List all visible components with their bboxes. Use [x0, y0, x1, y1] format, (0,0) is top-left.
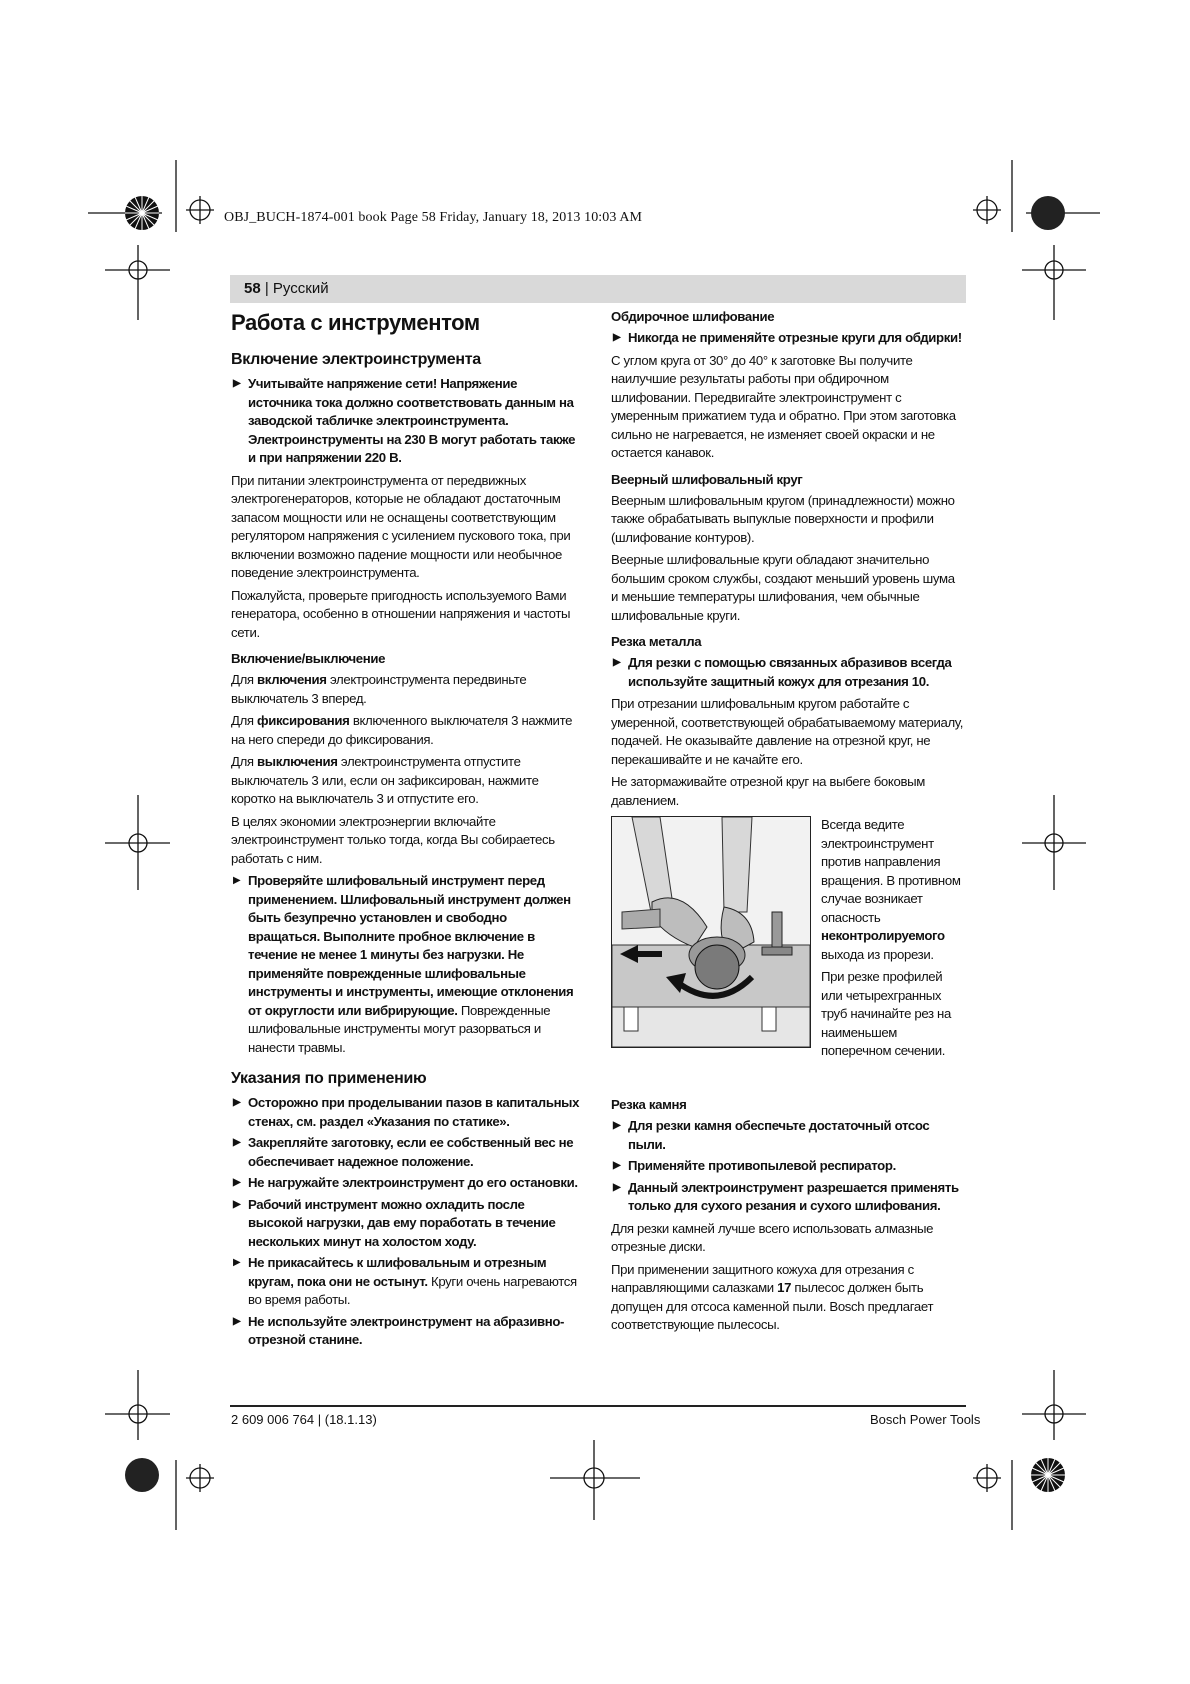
- footer-divider: [230, 1405, 966, 1407]
- caption-direction: [821, 816, 966, 964]
- paragraph-lock: [231, 712, 581, 749]
- emphasis: выключения: [257, 754, 338, 769]
- text-run: Круги очень нагреваются во время работы.: [248, 1273, 577, 1307]
- text-run: Для: [231, 713, 258, 728]
- text-run: Для: [231, 754, 258, 769]
- text-run: электроинструмента передвиньте выключатель 3 вперед.: [231, 672, 527, 706]
- section-title: Работа с инструментом: [231, 310, 480, 335]
- bullet-list: [231, 375, 581, 468]
- bullet-stone-2: ▶ Применяйте противопылевой респиратор.: [611, 1157, 965, 1176]
- paragraph-metal-2: Не затормаживайте отрезной круг на выбеге боковым давлением.: [611, 774, 925, 808]
- footer-brand: Bosch Power Tools: [870, 1412, 981, 1427]
- emphasis: Не прикасайтесь к шлифовальным и отрезным кругам, пока они не остынут.: [248, 1255, 547, 1289]
- caption-profiles: При резке профилей или четырехгранных труб начинайте рез на наименьшем поперечном сечении.: [821, 969, 951, 1058]
- heading-metal-cutting: Резка металла: [611, 634, 702, 649]
- text-run: Поврежденные шлифовальные инструменты могут разорваться и нанести травмы.: [248, 1002, 551, 1055]
- bullet-list: [611, 329, 965, 348]
- paragraph-generator-check: Пожалуйста, проверьте пригодность используемого Вами генератора, особенно в отношении напряжения и частоты сети.: [231, 587, 571, 640]
- bullet-usage-4: ▶ Рабочий инструмент можно охладить после высокой нагрузки, дав ему поработать в течение нескольких минут на холостом ходу.: [231, 1196, 581, 1252]
- paragraph-flap-2: Веерные шлифовальные круги обладают значительно большим сроком службы, создают меньший уровень шума и меньшие температуры шлифования, чем обычные шлифовальные круги.: [611, 552, 955, 623]
- left-column: [231, 308, 581, 1354]
- heading-on-off: Включение/выключение: [231, 651, 386, 666]
- heading-usage: Указания по применению: [231, 1070, 427, 1087]
- bullet-usage-2: ▶ Закрепляйте заготовку, если ее собственный вес не обеспечивает надежное положение.: [231, 1134, 581, 1171]
- paragraph-stone-2: [611, 1261, 965, 1335]
- paragraph-roughing: С углом круга от 30° до 40° к заготовке Вы получите наилучшие результаты работы при обдирочном шлифовании. Передвигайте электроинструмент с умеренным прижатием туда и обратно. При этом заготовка сильно не нагревается, не изменяет своей окраски и не остается канавок.: [611, 352, 956, 460]
- running-head-separator: |: [260, 280, 273, 297]
- emphasis: Проверяйте шлифовальный инструмент перед применением. Шлифовальный инструмент должен быть безупречно установлен и свободно вращаться. Выполните пробное включение в течение не менее 1 минуты без нагрузки. Не применяйте поврежденные шлифовальные инструменты и инструменты, имеющие отклонения от округлости или вибрирующие.: [248, 873, 574, 1018]
- heading-flap-disc: Веерный шлифовальный круг: [611, 471, 803, 487]
- running-head: [230, 275, 966, 303]
- right-column: [611, 308, 965, 1339]
- grinder-cutting-drawing: [612, 817, 810, 1047]
- bullet-usage-5: [231, 1254, 581, 1310]
- text-run: Для: [231, 672, 258, 687]
- paragraph-energy-saving: В целях экономии электроэнергии включайте электроинструмент только тогда, когда Вы собираетесь работать с ним.: [231, 813, 555, 866]
- paragraph-metal-1: При отрезании шлифовальным кругом работайте с умеренной, соответствующей обрабатываемому материалу, подачей. Не оказывайте давление на отрезной круг, не перекашивайте и не качайте его.: [611, 696, 964, 767]
- emphasis: включения: [257, 672, 327, 687]
- bullet-stone-3: ▶ Данный электроинструмент разрешается применять только для сухого резания и сухого шлифования.: [611, 1179, 965, 1216]
- print-job-header: OBJ_BUCH-1874-001 book Page 58 Friday, January 18, 2013 10:03 AM: [224, 210, 643, 225]
- bullet-stone-1: ▶ Для резки камня обеспечьте достаточный отсос пыли.: [611, 1117, 965, 1154]
- paragraph-generators: При питании электроинструмента от передвижных электрогенераторов, которые не обладают достаточным запасом мощности или не оснащены соответствующим регулятором напряжения с усилением пускового тока, при включении возможно падение мощности или необычное поведение электроинструмента.: [231, 472, 571, 580]
- bullet-usage-1: ▶ Осторожно при проделывании пазов в капитальных стенах, см. раздел «Указания по статике».: [231, 1094, 581, 1131]
- running-head-text: [244, 280, 329, 297]
- bullet-metal-guard: ▶ Для резки с помощью связанных абразивов всегда используйте защитный кожух для отрезания 10.: [611, 654, 965, 691]
- bullet-mains-voltage: ▶ Учитывайте напряжение сети! Напряжение источника тока должно соответствовать данным на заводской табличке электроинструмента. Электроинструменты на 230 В могут работать также и при напряжении 220 В.: [231, 375, 581, 468]
- cutting-figure-block: [611, 816, 965, 1078]
- text-run: выхода из прорези.: [821, 946, 934, 962]
- footer-doc-number: 2 609 006 764 | (18.1.13): [231, 1412, 377, 1427]
- paragraph-stone-1: Для резки камней лучше всего использовать алмазные отрезные диски.: [611, 1220, 934, 1254]
- heading-roughing: Обдирочное шлифование: [611, 309, 775, 324]
- text-run: электроинструмента отпустите выключатель 3 или, если он зафиксирован, нажмите коротко на выключатель 3 и отпустите его.: [231, 754, 539, 806]
- emphasis: фиксирования: [257, 713, 350, 728]
- text-run: включенного выключателя 3 нажмите на него спереди до фиксирования.: [231, 713, 573, 747]
- cutting-illustration: [611, 816, 811, 1048]
- paragraph-flap-1: Веерным шлифовальным кругом (принадлежности) можно также обрабатывать выпуклые поверхности и профили (шлифование контуров).: [611, 492, 955, 545]
- heading-stone-cutting: Резка камня: [611, 1097, 687, 1112]
- emphasis: неконтролируемого: [821, 928, 945, 943]
- bullet-check-tool: [231, 872, 581, 1057]
- bullet-usage-3: ▶ Не нагружайте электроинструмент до его остановки.: [231, 1174, 581, 1193]
- language-label: Русский: [272, 280, 329, 297]
- bullet-list: [231, 872, 581, 1057]
- paragraph-switch-off: [231, 753, 581, 809]
- bullet-list: [611, 654, 965, 691]
- text-run: Всегда ведите электроинструмент против направления вращения. В противном случае возникает опасность: [821, 817, 961, 925]
- paragraph-switch-on: [231, 671, 581, 708]
- bullet-usage-6: ▶ Не используйте электроинструмент на абразивно-отрезной станине.: [231, 1313, 581, 1350]
- emphasis: 17: [777, 1280, 792, 1295]
- text-run: пылесос должен быть допущен для отсоса каменной пыли. Bosch предлагает соответствующие пылесосы.: [611, 1280, 934, 1332]
- page-number: 58: [244, 280, 261, 297]
- bullet-list-stone: [611, 1117, 965, 1216]
- figure-caption: [821, 816, 966, 1065]
- bullet-roughing: ▶ Никогда не применяйте отрезные круги для обдирки!: [611, 329, 965, 348]
- bullet-list-usage: [231, 1094, 581, 1350]
- text-run: При применении защитного кожуха для отрезания с направляющими салазками: [611, 1261, 914, 1295]
- heading-switching-on: Включение электроинструмента: [231, 351, 481, 368]
